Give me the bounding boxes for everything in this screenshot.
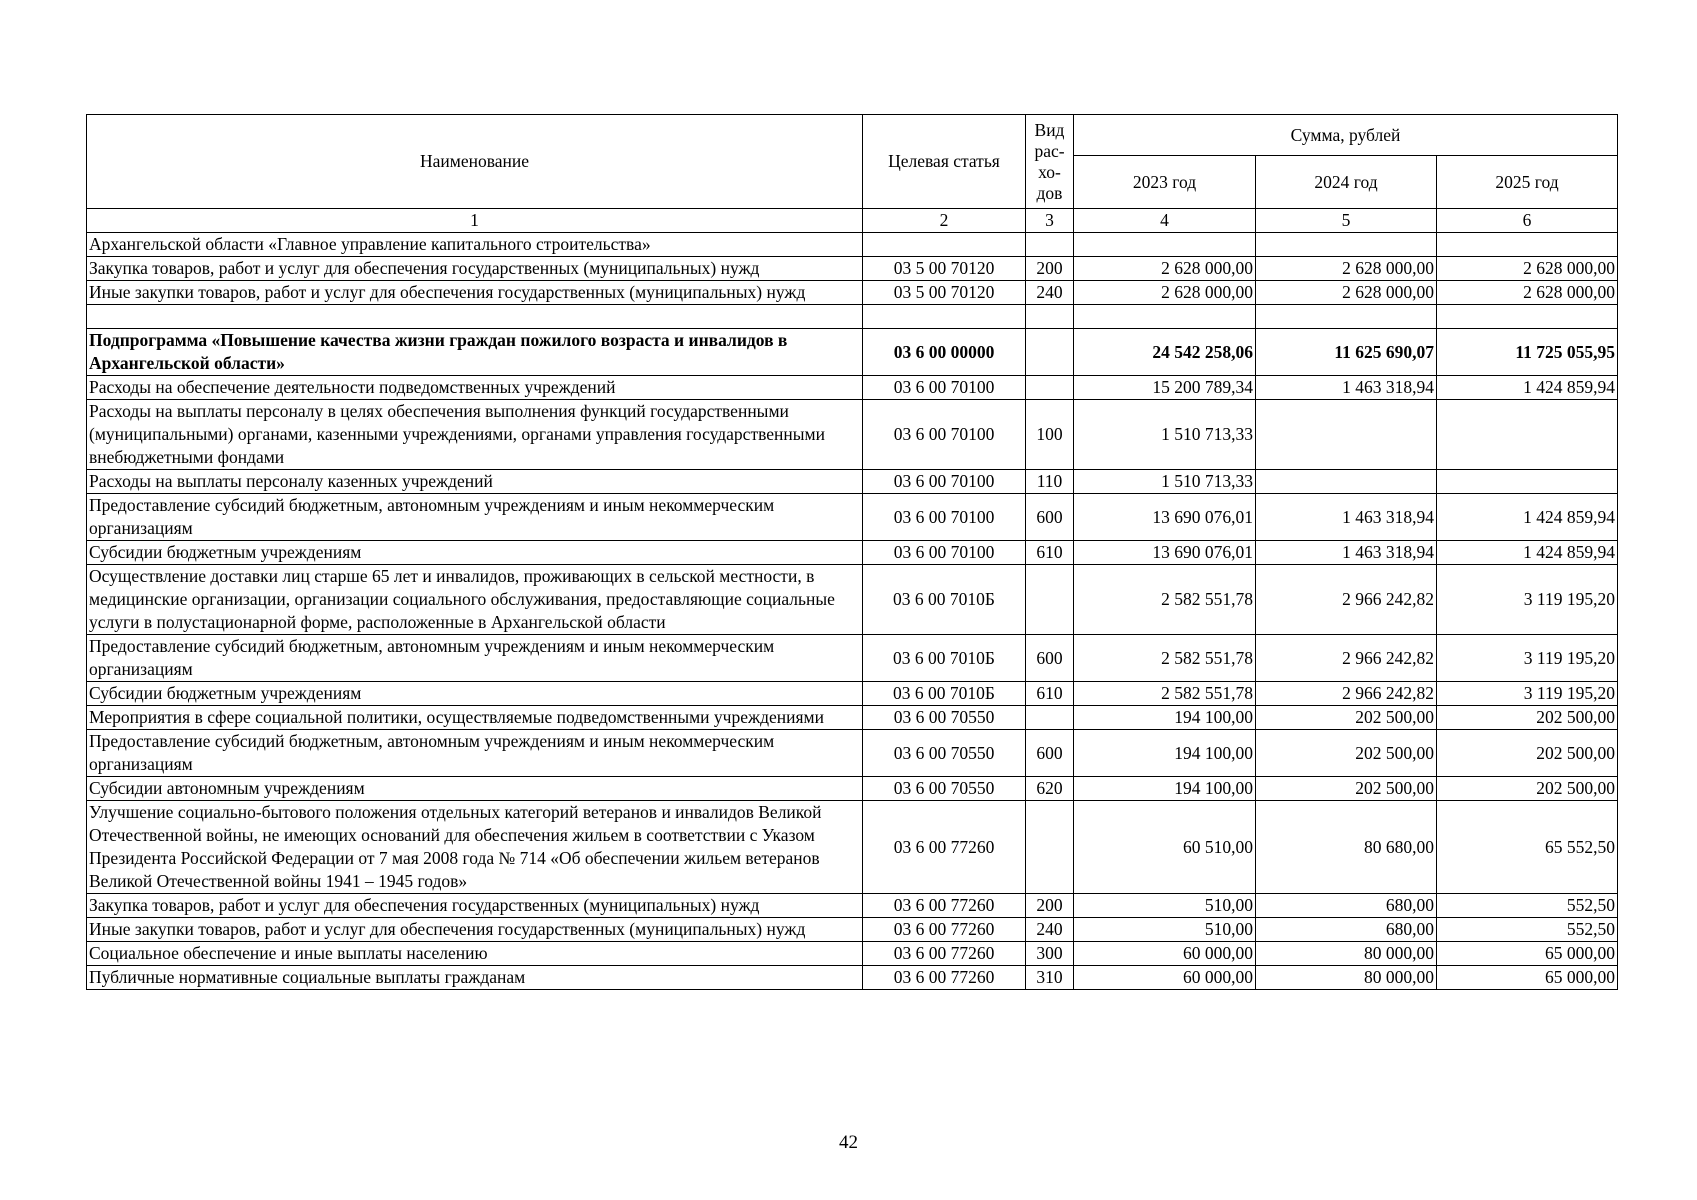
row-target-article-cell: 03 6 00 70100 (863, 400, 1026, 470)
row-target-article-cell: 03 6 00 70550 (863, 730, 1026, 777)
row-target-article-cell: 03 6 00 70100 (863, 470, 1026, 494)
row-amount-2025-cell: 3 119 195,20 (1437, 635, 1618, 682)
row-expense-type-cell: 610 (1026, 541, 1074, 565)
row-name-cell: Предоставление субсидий бюджетным, автономным учреждениям и иным некоммерческим организациям (87, 494, 863, 541)
header-sum: Сумма, рублей (1074, 115, 1618, 156)
row-expense-type-cell (1026, 706, 1074, 730)
row-target-article-cell: 03 6 00 7010Б (863, 565, 1026, 635)
row-amount-2023-cell: 510,00 (1074, 894, 1256, 918)
table-row (87, 541, 1618, 565)
row-amount-2025-cell: 65 000,00 (1437, 966, 1618, 990)
row-amount-2023-cell (1074, 233, 1256, 257)
row-expense-type-cell: 600 (1026, 494, 1074, 541)
table-row (87, 966, 1618, 990)
column-number: 4 (1074, 209, 1256, 233)
row-amount-2024-cell (1256, 233, 1437, 257)
table-row (87, 730, 1618, 777)
row-target-article-cell: 03 6 00 77260 (863, 918, 1026, 942)
row-amount-2024-cell: 680,00 (1256, 918, 1437, 942)
row-expense-type-cell: 600 (1026, 635, 1074, 682)
row-expense-type-cell (1026, 233, 1074, 257)
row-amount-2023-cell: 510,00 (1074, 918, 1256, 942)
row-amount-2023-cell: 13 690 076,01 (1074, 494, 1256, 541)
row-name-cell: Публичные нормативные социальные выплаты гражданам (87, 966, 863, 990)
row-amount-2025-cell: 3 119 195,20 (1437, 565, 1618, 635)
row-amount-2023-cell: 2 628 000,00 (1074, 281, 1256, 305)
row-amount-2025-cell: 2 628 000,00 (1437, 281, 1618, 305)
row-amount-2023-cell: 60 000,00 (1074, 942, 1256, 966)
row-amount-2025-cell: 65 552,50 (1437, 801, 1618, 894)
row-amount-2025-cell: 202 500,00 (1437, 706, 1618, 730)
column-number: 3 (1026, 209, 1074, 233)
row-expense-type-cell: 200 (1026, 257, 1074, 281)
row-amount-2023-cell: 194 100,00 (1074, 777, 1256, 801)
row-amount-2024-cell: 202 500,00 (1256, 706, 1437, 730)
table-row (87, 706, 1618, 730)
row-amount-2024-cell: 1 463 318,94 (1256, 376, 1437, 400)
table-row (87, 942, 1618, 966)
row-name-cell: Расходы на выплаты персоналу в целях обеспечения выполнения функций государственными (муниципальными) органами, казенными учреждениями, органами управления государственными внебюджетными фондами (87, 400, 863, 470)
header-name: Наименование (87, 115, 863, 209)
row-expense-type-cell (1026, 329, 1074, 376)
table-row (87, 801, 1618, 894)
row-amount-2024-cell: 2 966 242,82 (1256, 635, 1437, 682)
table-row (87, 894, 1618, 918)
row-amount-2024-cell: 1 463 318,94 (1256, 494, 1437, 541)
row-amount-2025-cell: 552,50 (1437, 918, 1618, 942)
row-amount-2025-cell: 65 000,00 (1437, 942, 1618, 966)
table-row (87, 281, 1618, 305)
row-target-article-cell: 03 6 00 00000 (863, 329, 1026, 376)
row-amount-2025-cell: 552,50 (1437, 894, 1618, 918)
row-amount-2023-cell: 1 510 713,33 (1074, 400, 1256, 470)
row-name-cell: Архангельской области «Главное управление капитального строительства» (87, 233, 863, 257)
row-expense-type-cell: 200 (1026, 894, 1074, 918)
row-target-article-cell: 03 6 00 77260 (863, 942, 1026, 966)
row-amount-2024-cell: 1 463 318,94 (1256, 541, 1437, 565)
row-expense-type-cell: 310 (1026, 966, 1074, 990)
row-amount-2024-cell: 2 966 242,82 (1256, 682, 1437, 706)
row-target-article-cell: 03 5 00 70120 (863, 281, 1026, 305)
table-row (87, 494, 1618, 541)
row-name-cell: Субсидии бюджетным учреждениям (87, 682, 863, 706)
row-amount-2023-cell: 15 200 789,34 (1074, 376, 1256, 400)
row-amount-2025-cell: 11 725 055,95 (1437, 329, 1618, 376)
row-target-article-cell: 03 6 00 70100 (863, 376, 1026, 400)
row-name-cell (87, 305, 863, 329)
row-name-cell: Закупка товаров, работ и услуг для обеспечения государственных (муниципальных) нужд (87, 894, 863, 918)
row-amount-2025-cell: 1 424 859,94 (1437, 376, 1618, 400)
row-amount-2023-cell: 60 510,00 (1074, 801, 1256, 894)
row-expense-type-cell: 100 (1026, 400, 1074, 470)
row-expense-type-cell: 620 (1026, 777, 1074, 801)
row-target-article-cell: 03 6 00 7010Б (863, 635, 1026, 682)
table-row (87, 682, 1618, 706)
column-number: 1 (87, 209, 863, 233)
row-amount-2025-cell (1437, 305, 1618, 329)
row-amount-2023-cell: 2 582 551,78 (1074, 635, 1256, 682)
row-name-cell: Иные закупки товаров, работ и услуг для обеспечения государственных (муниципальных) нужд (87, 281, 863, 305)
header-year-2024: 2024 год (1256, 156, 1437, 209)
row-amount-2024-cell: 2 628 000,00 (1256, 281, 1437, 305)
row-target-article-cell: 03 5 00 70120 (863, 257, 1026, 281)
row-name-cell: Предоставление субсидий бюджетным, автономным учреждениям и иным некоммерческим организациям (87, 635, 863, 682)
page-number: 42 (839, 1132, 858, 1153)
table-row (87, 918, 1618, 942)
row-name-cell: Расходы на обеспечение деятельности подведомственных учреждений (87, 376, 863, 400)
row-target-article-cell: 03 6 00 77260 (863, 966, 1026, 990)
table-row (87, 470, 1618, 494)
table-row (87, 635, 1618, 682)
table-row (87, 329, 1618, 376)
row-amount-2025-cell: 2 628 000,00 (1437, 257, 1618, 281)
row-expense-type-cell (1026, 305, 1074, 329)
budget-table (86, 114, 1618, 990)
header-target-article: Целевая статья (863, 115, 1026, 209)
row-amount-2024-cell: 2 628 000,00 (1256, 257, 1437, 281)
header-year-2023: 2023 год (1074, 156, 1256, 209)
row-name-cell: Социальное обеспечение и иные выплаты населению (87, 942, 863, 966)
table-row (87, 305, 1618, 329)
row-expense-type-cell: 300 (1026, 942, 1074, 966)
row-amount-2023-cell: 24 542 258,06 (1074, 329, 1256, 376)
row-amount-2024-cell: 80 000,00 (1256, 966, 1437, 990)
row-amount-2023-cell: 2 582 551,78 (1074, 565, 1256, 635)
row-expense-type-cell: 600 (1026, 730, 1074, 777)
row-amount-2025-cell: 202 500,00 (1437, 777, 1618, 801)
row-amount-2025-cell: 3 119 195,20 (1437, 682, 1618, 706)
row-name-cell: Улучшение социально-бытового положения отдельных категорий ветеранов и инвалидов Великой Отечественной войны, не имеющих оснований для обеспечения жильем в соответствии с Указом Президента Российской Федерации от 7 мая 2008 года № 714 «Об обеспечении жильем ветеранов Великой Отечественной войны 1941 – 1945 годов» (87, 801, 863, 894)
row-amount-2023-cell: 1 510 713,33 (1074, 470, 1256, 494)
budget-page (86, 114, 1617, 990)
row-amount-2023-cell: 2 582 551,78 (1074, 682, 1256, 706)
row-name-cell: Предоставление субсидий бюджетным, автономным учреждениям и иным некоммерческим организациям (87, 730, 863, 777)
row-expense-type-cell: 610 (1026, 682, 1074, 706)
row-name-cell: Субсидии автономным учреждениям (87, 777, 863, 801)
table-row (87, 565, 1618, 635)
header-expense-type: Вид рас- хо- дов (1026, 115, 1074, 209)
row-target-article-cell (863, 233, 1026, 257)
row-amount-2023-cell: 60 000,00 (1074, 966, 1256, 990)
row-amount-2024-cell: 680,00 (1256, 894, 1437, 918)
row-amount-2024-cell: 80 000,00 (1256, 942, 1437, 966)
row-target-article-cell (863, 305, 1026, 329)
row-target-article-cell: 03 6 00 70550 (863, 777, 1026, 801)
column-numbers-row (87, 209, 1618, 233)
column-number: 6 (1437, 209, 1618, 233)
row-name-cell: Осуществление доставки лиц старше 65 лет и инвалидов, проживающих в сельской местности, в медицинские организации, организации социального обслуживания, предоставляющие социальные услуги в полустационарной форме, расположенные в Архангельской области (87, 565, 863, 635)
row-amount-2025-cell: 202 500,00 (1437, 730, 1618, 777)
row-amount-2024-cell: 80 680,00 (1256, 801, 1437, 894)
row-target-article-cell: 03 6 00 7010Б (863, 682, 1026, 706)
row-amount-2023-cell: 13 690 076,01 (1074, 541, 1256, 565)
row-amount-2024-cell (1256, 305, 1437, 329)
row-amount-2024-cell: 202 500,00 (1256, 730, 1437, 777)
table-row (87, 376, 1618, 400)
column-number: 2 (863, 209, 1026, 233)
table-row (87, 777, 1618, 801)
row-amount-2025-cell: 1 424 859,94 (1437, 494, 1618, 541)
column-number: 5 (1256, 209, 1437, 233)
row-amount-2023-cell: 194 100,00 (1074, 730, 1256, 777)
row-name-cell: Мероприятия в сфере социальной политики, осуществляемые подведомственными учреждениями (87, 706, 863, 730)
row-expense-type-cell: 240 (1026, 918, 1074, 942)
row-amount-2025-cell (1437, 470, 1618, 494)
row-amount-2025-cell: 1 424 859,94 (1437, 541, 1618, 565)
row-expense-type-cell: 240 (1026, 281, 1074, 305)
row-expense-type-cell (1026, 565, 1074, 635)
row-expense-type-cell: 110 (1026, 470, 1074, 494)
row-name-cell: Иные закупки товаров, работ и услуг для обеспечения государственных (муниципальных) нужд (87, 918, 863, 942)
table-row (87, 400, 1618, 470)
row-target-article-cell: 03 6 00 77260 (863, 801, 1026, 894)
row-target-article-cell: 03 6 00 70100 (863, 541, 1026, 565)
row-amount-2024-cell: 11 625 690,07 (1256, 329, 1437, 376)
header-year-2025: 2025 год (1437, 156, 1618, 209)
row-amount-2024-cell: 2 966 242,82 (1256, 565, 1437, 635)
row-name-cell: Подпрограмма «Повышение качества жизни граждан пожилого возраста и инвалидов в Архангельской области» (87, 329, 863, 376)
row-name-cell: Закупка товаров, работ и услуг для обеспечения государственных (муниципальных) нужд (87, 257, 863, 281)
row-expense-type-cell (1026, 376, 1074, 400)
row-amount-2025-cell (1437, 400, 1618, 470)
row-expense-type-cell (1026, 801, 1074, 894)
row-target-article-cell: 03 6 00 70550 (863, 706, 1026, 730)
row-name-cell: Субсидии бюджетным учреждениям (87, 541, 863, 565)
row-amount-2024-cell: 202 500,00 (1256, 777, 1437, 801)
table-row (87, 257, 1618, 281)
row-amount-2023-cell (1074, 305, 1256, 329)
row-amount-2025-cell (1437, 233, 1618, 257)
row-amount-2023-cell: 2 628 000,00 (1074, 257, 1256, 281)
row-amount-2024-cell (1256, 470, 1437, 494)
table-row (87, 233, 1618, 257)
row-amount-2024-cell (1256, 400, 1437, 470)
row-target-article-cell: 03 6 00 70100 (863, 494, 1026, 541)
row-name-cell: Расходы на выплаты персоналу казенных учреждений (87, 470, 863, 494)
row-amount-2023-cell: 194 100,00 (1074, 706, 1256, 730)
row-target-article-cell: 03 6 00 77260 (863, 894, 1026, 918)
